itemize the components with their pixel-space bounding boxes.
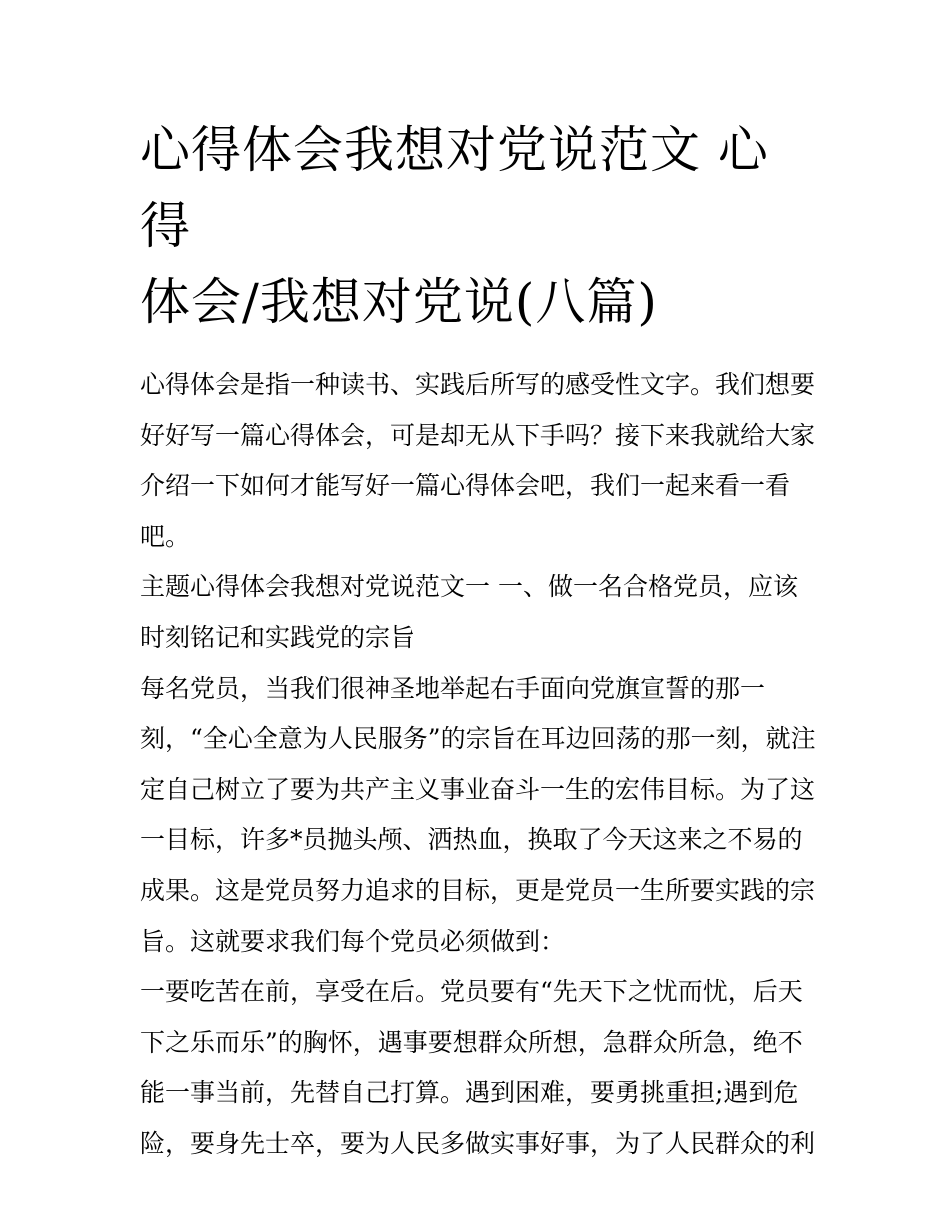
body-line: 刻，“全心全意为人民服务”的宗旨在耳边回荡的那一刻，就注 <box>140 724 816 754</box>
body-line: 好好写一篇心得体会，可是却无从下手吗？接下来我就给大家 <box>140 420 816 450</box>
body-line: 能一事当前，先替自己打算。遇到困难，要勇挑重担;遇到危 <box>140 1078 799 1108</box>
body-line: 旨。这就要求我们每个党员必须做到： <box>140 926 566 956</box>
title-line: 心得体会我想对党说范文 心得 <box>140 121 769 255</box>
document-title <box>140 112 815 340</box>
body-line: 定自己树立了要为共产主义事业奋斗一生的宏伟目标。为了这 <box>140 774 816 804</box>
body-line: 时刻铭记和实践党的宗旨 <box>140 622 416 652</box>
body-line: 吧。 <box>140 521 191 551</box>
body-line: 主题心得体会我想对党说范文一 一、做一名合格党员，应该 <box>140 572 798 602</box>
document-page <box>140 112 815 1170</box>
body-line: 每名党员，当我们很神圣地举起右手面向党旗宣誓的那一 <box>140 673 766 703</box>
body-line: 险，要身先士卒，要为人民多做实事好事，为了人民群众的利 <box>140 1128 816 1158</box>
body-line: 介绍一下如何才能写好一篇心得体会吧，我们一起来看一看 <box>140 471 791 501</box>
body-line: 成果。这是党员努力追求的目标，更是党员一生所要实践的宗 <box>140 875 816 905</box>
document-body <box>140 360 815 1170</box>
body-line: 心得体会是指一种读书、实践后所写的感受性文字。我们想要 <box>140 370 816 399</box>
body-line: 下之乐而乐”的胸怀，遇事要想群众所想，急群众所急，绝不 <box>140 1027 803 1057</box>
body-line: 一目标，许多*员抛头颅、洒热血，换取了今天这来之不易的 <box>140 825 803 855</box>
body-line: 一要吃苦在前，享受在后。党员要有“先天下之忧而忧，后天 <box>140 977 803 1007</box>
title-line: 体会/我想对党说(八篇) <box>140 273 658 331</box>
